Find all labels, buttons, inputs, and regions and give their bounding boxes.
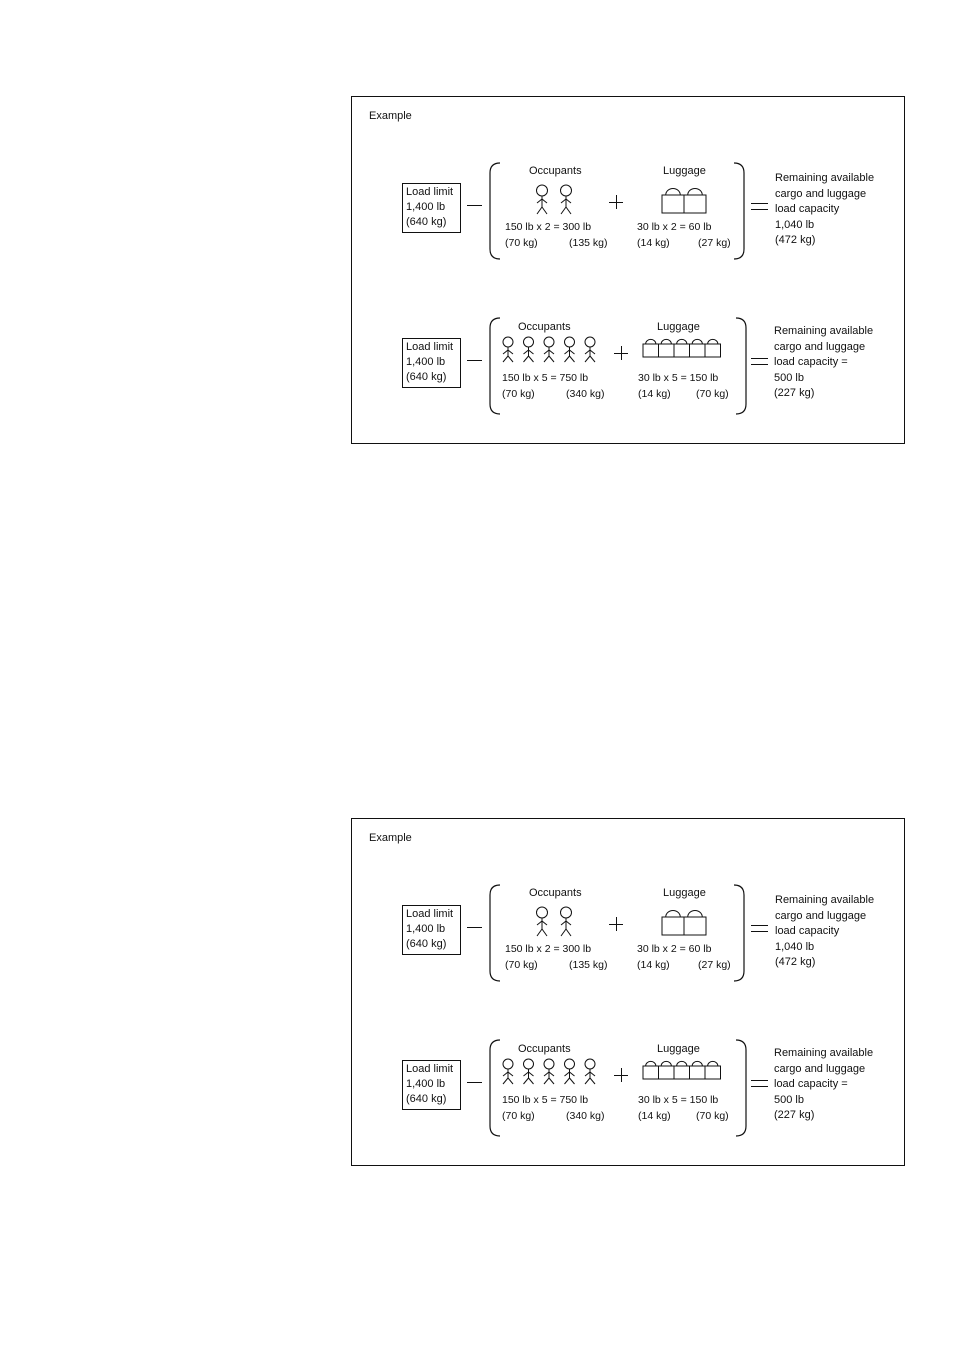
luggage-kg-total: (27 kg): [698, 237, 731, 249]
luggage-label: Luggage: [663, 887, 706, 899]
remaining-capacity: [775, 171, 874, 249]
occupants-calc-lb: 150 lb x 5 = 750 lb: [502, 1094, 589, 1106]
luggage-kg-each: (14 kg): [638, 388, 671, 400]
result-line: (227 kg): [774, 387, 815, 399]
occupants-kg-total: (340 kg): [566, 1110, 605, 1122]
occupants-kg-total: (135 kg): [569, 237, 608, 249]
luggage-calc-lb: 30 lb x 2 = 60 lb: [637, 943, 712, 955]
example-panel-1: [351, 96, 905, 444]
occupants-label: Occupants: [529, 887, 582, 899]
luggage-label: Luggage: [657, 321, 700, 333]
luggage-calc-lb: 30 lb x 5 = 150 lb: [638, 1094, 719, 1106]
result-line: 1,040 lb: [775, 218, 815, 231]
example-panel-2: [351, 818, 905, 1166]
result-line: (227 kg): [774, 1109, 815, 1121]
occupants-calc-lb: 150 lb x 2 = 300 lb: [505, 221, 592, 233]
load-limit-label: Load limit: [406, 341, 454, 353]
load-limit-label: Load limit: [406, 908, 454, 920]
result-line: load capacity: [775, 203, 840, 215]
result-line: cargo and luggage: [774, 1062, 866, 1075]
result-line: Remaining available: [775, 894, 875, 906]
luggage-calc-lb: 30 lb x 2 = 60 lb: [637, 221, 712, 233]
load-equation-five-occupants: [352, 316, 906, 416]
equals-sign: [751, 203, 768, 210]
occupants-label: Occupants: [518, 1043, 571, 1055]
luggage-kg-each: (14 kg): [637, 237, 670, 249]
equals-sign: [751, 925, 768, 932]
occupants-label: Occupants: [529, 165, 582, 177]
load-limit-label: Load limit: [406, 186, 454, 198]
load-limit-lb: 1,400 lb: [406, 356, 446, 368]
luggage-kg-total: (27 kg): [698, 959, 731, 971]
load-equation-two-occupants: [352, 883, 906, 983]
occupants-kg-each: (70 kg): [505, 237, 538, 249]
luggage-label: Luggage: [657, 1043, 700, 1055]
occupants-kg-each: (70 kg): [502, 1110, 535, 1122]
load-limit-label: Load limit: [406, 1063, 454, 1075]
occupants-kg-each: (70 kg): [502, 388, 535, 400]
result-line: load capacity =: [774, 1078, 848, 1090]
luggage-calc-lb: 30 lb x 5 = 150 lb: [638, 372, 719, 384]
luggage-kg-each: (14 kg): [638, 1110, 671, 1122]
panel-title: Example: [369, 832, 412, 844]
load-equation-two-occupants: [352, 161, 906, 261]
remaining-capacity: [775, 893, 874, 971]
load-limit-kg: (640 kg): [406, 216, 447, 228]
luggage-label: Luggage: [663, 165, 706, 177]
luggage-kg-each: (14 kg): [637, 959, 670, 971]
result-line: (472 kg): [775, 234, 816, 246]
remaining-capacity: [774, 1046, 873, 1124]
load-limit-lb: 1,400 lb: [406, 923, 446, 935]
result-line: cargo and luggage: [775, 909, 867, 922]
equals-sign: [751, 1080, 768, 1087]
result-line: Remaining available: [774, 325, 874, 337]
load-equation-five-occupants: [352, 1038, 906, 1138]
result-line: 1,040 lb: [775, 940, 815, 953]
result-line: 500 lb: [774, 371, 804, 384]
load-limit-kg: (640 kg): [406, 371, 447, 383]
result-line: cargo and luggage: [775, 187, 867, 200]
occupants-label: Occupants: [518, 321, 571, 333]
result-line: (472 kg): [775, 956, 816, 968]
result-line: 500 lb: [774, 1093, 804, 1106]
luggage-kg-total: (70 kg): [696, 388, 729, 400]
result-line: load capacity =: [774, 356, 848, 368]
luggage-kg-total: (70 kg): [696, 1110, 729, 1122]
equals-sign: [751, 358, 768, 365]
result-line: Remaining available: [775, 172, 875, 184]
remaining-capacity: [774, 324, 873, 402]
occupants-kg-total: (135 kg): [569, 959, 608, 971]
occupants-kg-each: (70 kg): [505, 959, 538, 971]
load-limit-kg: (640 kg): [406, 938, 447, 950]
load-limit-kg: (640 kg): [406, 1093, 447, 1105]
result-line: cargo and luggage: [774, 340, 866, 353]
occupants-calc-lb: 150 lb x 2 = 300 lb: [505, 943, 592, 955]
occupants-calc-lb: 150 lb x 5 = 750 lb: [502, 372, 589, 384]
panel-title: Example: [369, 110, 412, 122]
load-limit-lb: 1,400 lb: [406, 1078, 446, 1090]
result-line: load capacity: [775, 925, 840, 937]
load-limit-lb: 1,400 lb: [406, 201, 446, 213]
result-line: Remaining available: [774, 1047, 874, 1059]
occupants-kg-total: (340 kg): [566, 388, 605, 400]
